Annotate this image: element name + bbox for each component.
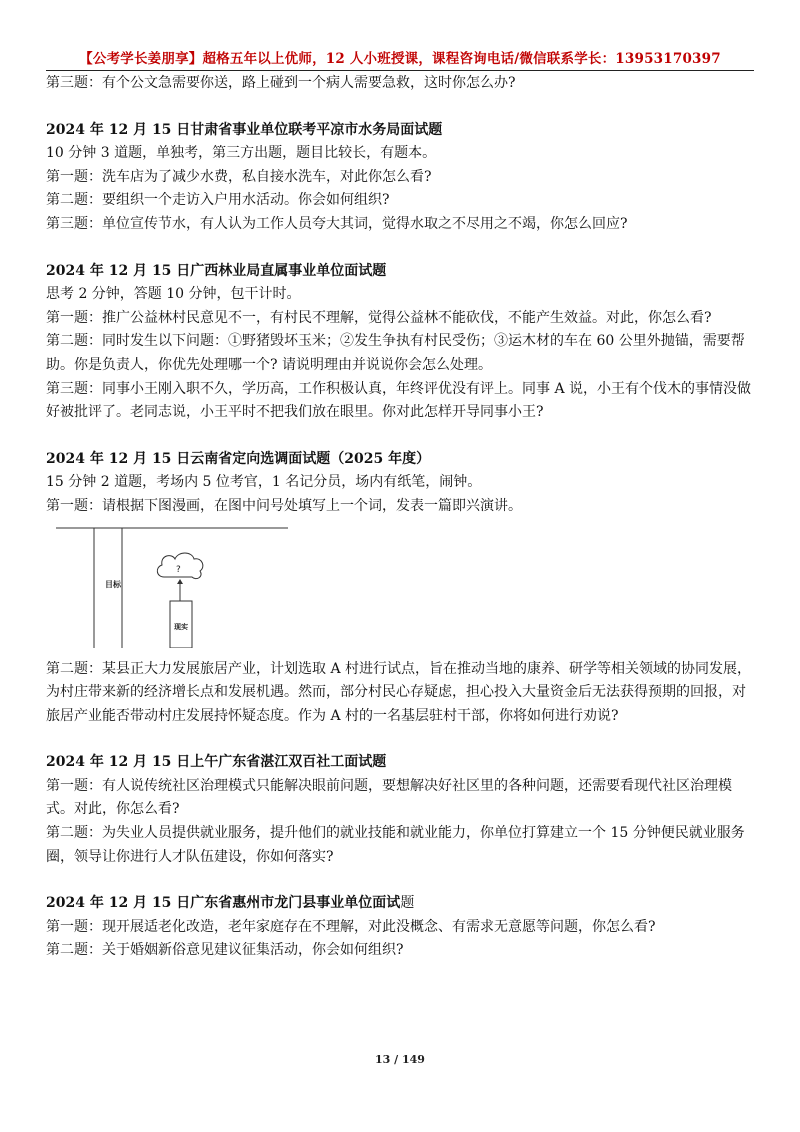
cartoon-figure	[56, 527, 288, 648]
section-line: 第一题：有人说传统社区治理模式只能解决眼前问题，要想解决好社区里的各种问题，还需要看现代社区治理模式。对此，你怎么看?	[46, 777, 732, 818]
section-line: 第二题：为失业人员提供就业服务，提升他们的就业技能和就业能力，你单位打算建立一个 15 分钟便民就业服务圈，领导让你进行人才队伍建设，你如何落实?	[46, 825, 745, 865]
section-title: 2024 年 12 月 15 日广西林业局直属事业单位面试题	[46, 262, 387, 279]
section-line: 第二题：要组织一个走访入户用水活动。你会如何组织?	[46, 192, 390, 209]
section-line: 第二题：某县正大力发展旅居产业，计划选取 A 村进行试点，旨在推动当地的康养、研学等相关领域的协同发展，为村庄带来新的经济增长点和发展机遇。然而，部分村民心存疑虑，担心投入大量资金后无法获得预期的回报，对旅居产业能否带动村庄发展持怀疑态度。作为 A 村的一名基层驻村干部，你将如何进行劝说?	[46, 660, 752, 724]
section-guangdong-huizhou	[46, 892, 754, 963]
section-line: 10 分钟 3 道题，单独考，第三方出题，题目比较长，有题本。	[46, 145, 437, 162]
section-guangdong-zhanjiang	[46, 751, 754, 869]
section-line: 第二题：关于婚姻新俗意见建议征集活动，你会如何组织?	[46, 942, 404, 959]
section-title: 2024 年 12 月 15 日上午广东省湛江双百社工面试题	[46, 754, 387, 771]
section-yunnan-selection	[46, 448, 754, 729]
page-number: 13 / 149	[375, 1053, 425, 1066]
section-title	[46, 892, 754, 916]
section-title: 2024 年 12 月 15 日甘肃省事业单位联考平凉市水务局面试题	[46, 121, 443, 138]
reality-label: 现实	[174, 622, 188, 631]
section-line: 第三题：同事小王刚入职不久，学历高，工作积极认真，年终评优没有评上。同事 A 说，小王有个伐木的事情没做好被批评了。老同志说，小王平时不把我们放在眼里。你对此怎样开导同事小王?	[46, 380, 752, 421]
section-line: 第二题：同时发生以下问题：①野猪毁坏玉米；②发生争执有村民受伤；③运木材的车在 60 公里外抛锚，需要帮助。你是负责人，你优先处理哪一个? 请说明理由并说说你会怎么处理。	[46, 333, 745, 373]
cartoon-figure-svg	[56, 527, 288, 648]
section-line: 第一题：洗车店为了减少水费，私自接水洗车，对此你怎么看?	[46, 168, 432, 185]
section-gansu-pingliang	[46, 119, 754, 237]
section-guangxi-forestry	[46, 260, 754, 425]
section-line: 思考 2 分钟，答题 10 分钟，包干计时。	[46, 286, 301, 303]
section-title-tail: 题	[400, 895, 415, 912]
section-line: 第三题：单位宣传节水，有人认为工作人员夸大其词，觉得水取之不尽用之不竭，你怎么回应?	[46, 215, 628, 232]
goal-label: 目标	[105, 579, 121, 589]
section-title-main: 2024 年 12 月 15 日广东省惠州市龙门县事业单位面试	[46, 895, 401, 912]
question-mark-label: ?	[176, 564, 181, 575]
intro-question-line: 第三题：有个公文急需要你送，路上碰到一个病人需要急救，这时你怎么办?	[46, 75, 516, 91]
section-title: 2024 年 12 月 15 日云南省定向选调面试题（2025 年度）	[46, 450, 431, 467]
page-header-banner: 【公考学长姜朋享】超格五年以上优师，12 人小班授课，课程咨询电话/微信联系学长：13953170397	[79, 51, 721, 67]
section-line: 第一题：请根据下图漫画，在图中问号处填写上一个词，发表一篇即兴演讲。	[46, 497, 522, 514]
section-line: 第一题：现开展适老化改造，老年家庭存在不理解，对此没概念、有需求无意愿等问题，你怎么看?	[46, 918, 656, 935]
header-rule	[46, 70, 754, 71]
document-body	[46, 72, 754, 963]
section-line: 第一题：推广公益林村民意见不一，有村民不理解，觉得公益林不能砍伐，不能产生效益。对此，你怎么看?	[46, 309, 712, 326]
section-line: 15 分钟 2 道题，考场内 5 位考官，1 名记分员，场内有纸笔，闹钟。	[46, 474, 482, 491]
